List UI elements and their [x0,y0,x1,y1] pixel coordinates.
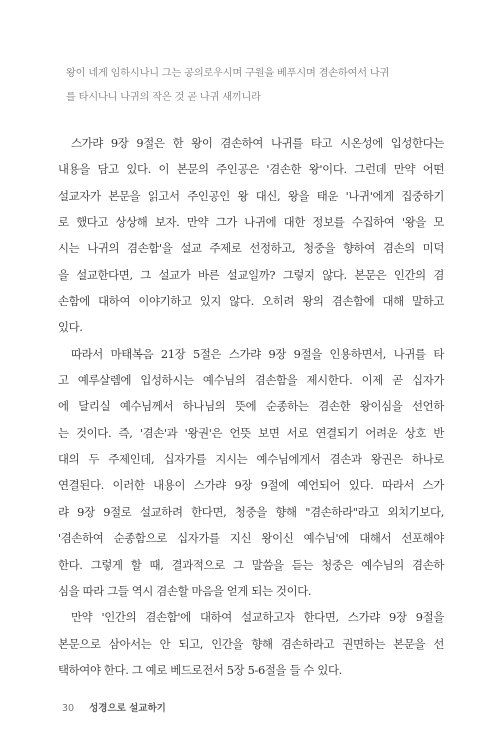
page-footer [62,700,166,714]
paragraph-line: 로 했다고 상상해 보자. 만약 그가 나귀에 대한 정보를 수집하여 '왕을 모 [58,215,444,230]
paragraph-line: 있다. [58,320,83,335]
paragraph-line: 연결된다. 이러한 내용이 스가랴 9장 9절에 예언되어 있다. 따라서 스가 [58,478,444,493]
paragraph-line: '겸손하여 순종함으로 십자가를 지신 왕이신 예수님'에 대해서 선포해야 [58,531,444,546]
paragraph-line: 을 설교한다면, 그 설교가 바른 설교일까? 그렇지 않다. 본문은 인간의 겸 [58,267,444,282]
paragraph-line: 스가랴 9장 9절은 한 왕이 겸손하여 나귀를 타고 시온성에 입성한다는 [71,136,444,150]
paragraph-line: 랴 9장 9절로 설교하려 한다면, 청중을 향해 "겸손하라"라고 외치기보다, [58,504,444,519]
paragraph-line: 따라서 마태복음 21장 5절은 스가랴 9장 9절을 인용하면서, 나귀를 타 [71,346,444,361]
paragraph-line: 시는 나귀의 겸손함'을 설교 주제로 선정하고, 청중을 향하여 겸손의 미덕 [58,241,444,256]
page-number: 30 [62,703,75,714]
paragraph-line: 본문으로 삼아서는 안 되고, 인간을 향해 겸손하라고 권면하는 본문을 선 [58,636,444,651]
paragraph-line: 심을 따라 그들 역시 겸손할 마음을 얻게 되는 것이다. [58,583,312,598]
paragraph-line: 에 달리실 예수님께서 하나님의 뜻에 순종하는 겸손한 왕이심을 선언하 [58,399,444,414]
paragraph-line: 고 예루살렘에 입성하시는 예수님의 겸손함을 제시한다. 이제 곧 십자가 [58,373,444,388]
paragraph-line: 한다. 그렇게 할 때, 결과적으로 그 말씀을 듣는 청중은 예수님의 겸손하 [58,557,444,572]
paragraph-line: 내용을 담고 있다. 이 본문의 주인공은 '겸손한 왕'이다. 그런데 만약 어떤 [58,162,444,177]
quote-line: 왕이 네게 임하시나니 그는 공의로우시며 구원을 베푸시며 겸손하여서 나귀 [66,68,390,79]
paragraph-line: 택하여야 한다. 그 예로 베드로전서 5장 5-6절을 들 수 있다. [58,662,342,677]
paragraph-line: 만약 '인간의 겸손함'에 대하여 설교하고자 한다면, 스가랴 9장 9절을 [71,610,444,625]
paragraph-line: 는 것이다. 즉, '겸손'과 '왕권'은 언뜻 보면 서로 연결되기 어려운 상호 반 [58,425,444,440]
body-text [58,130,444,683]
paragraph-line: 손함에 대하여 이야기하고 있지 않다. 오히려 왕의 겸손함에 대해 말하고 [58,294,444,309]
book-title: 성경으로 설교하기 [89,703,166,714]
paragraph-line: 대의 두 주제인데, 십자가를 지시는 예수님에게서 겸손과 왕권은 하나로 [58,452,444,467]
scripture-quote [66,62,436,110]
quote-line: 를 타시나니 나귀의 작은 것 곧 나귀 새끼니라 [66,92,261,103]
paragraph-line: 설교자가 본문을 읽고서 주인공인 왕 대신, 왕을 태운 '나귀'에게 집중하기 [58,188,444,203]
